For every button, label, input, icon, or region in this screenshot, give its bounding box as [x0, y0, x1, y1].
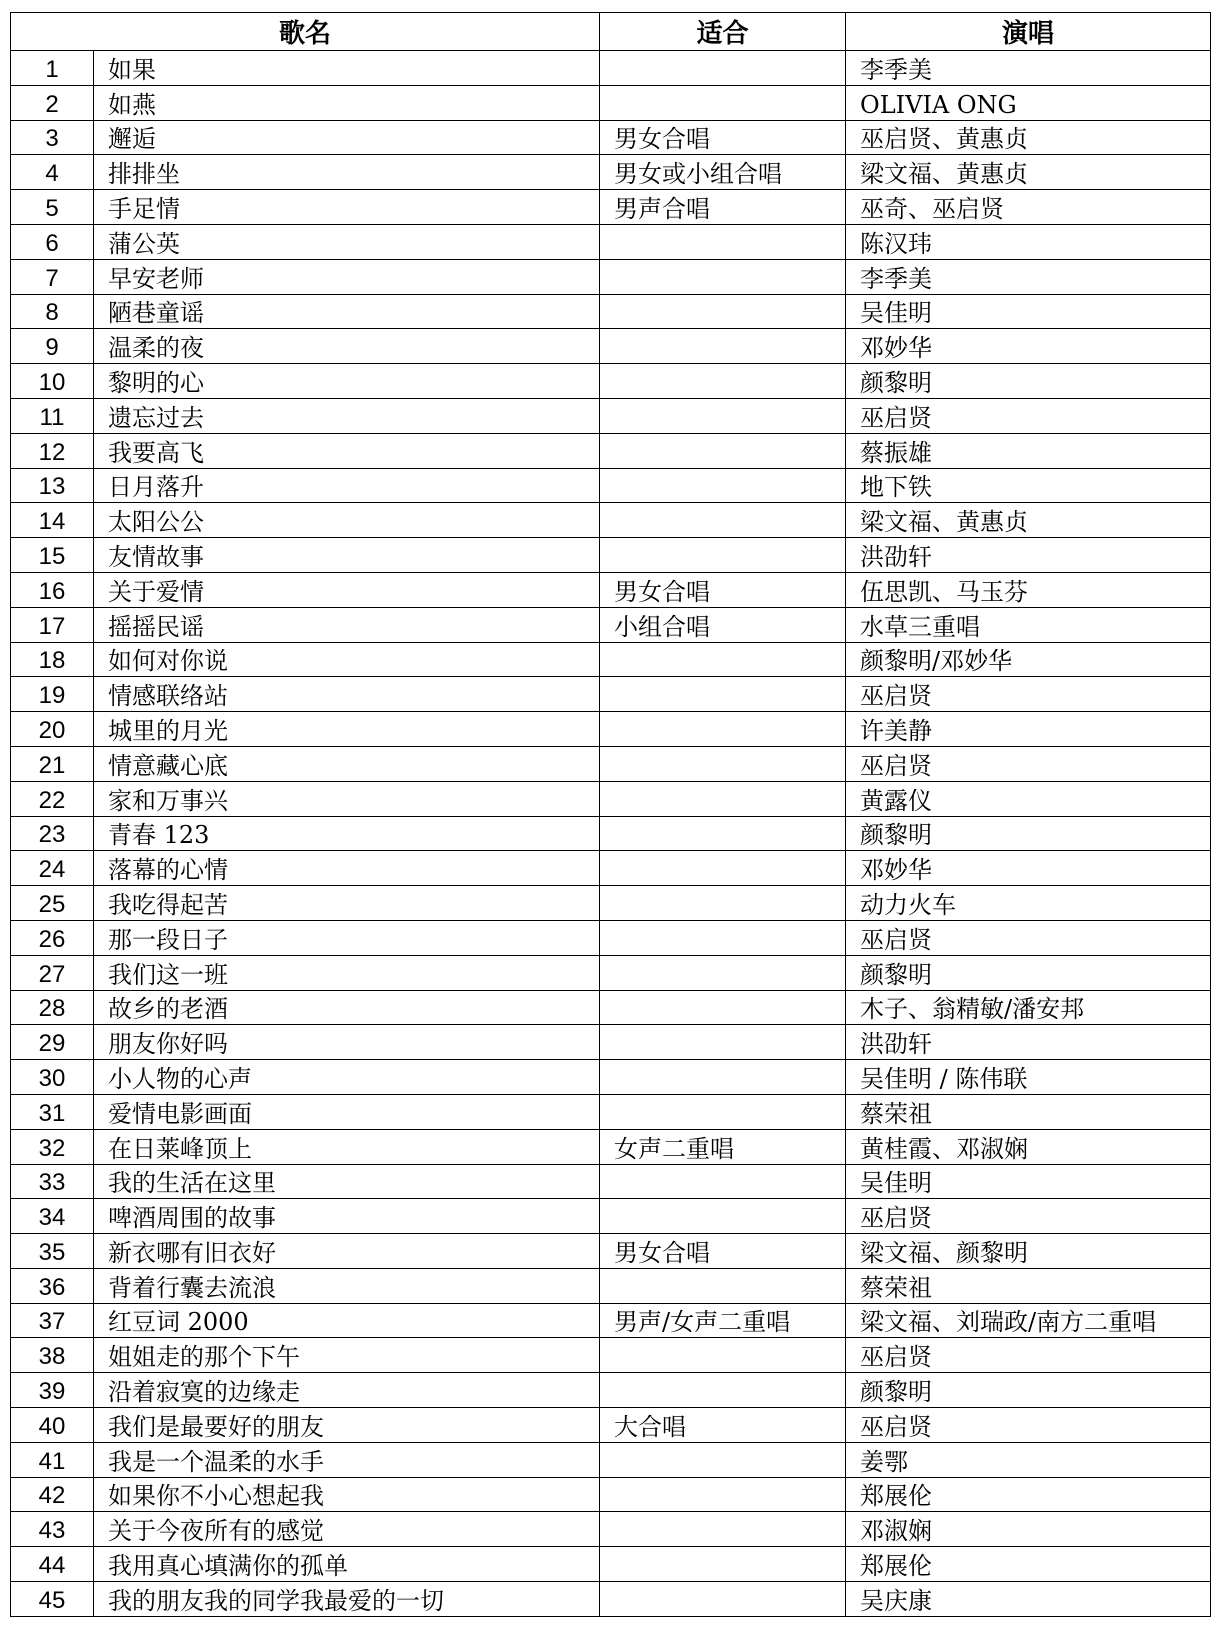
singer-cell: 李季美 [846, 259, 1211, 294]
song-table [10, 12, 1211, 1617]
row-number-cell: 37 [11, 1303, 94, 1338]
song-title-cell: 排排坐 [94, 155, 600, 190]
singer-cell: 吴佳明 / 陈伟联 [846, 1060, 1211, 1095]
suitable-cell [600, 642, 846, 677]
row-number-cell: 26 [11, 920, 94, 955]
singer-cell: 巫启贤 [846, 1408, 1211, 1443]
song-title-cell: 陋巷童谣 [94, 294, 600, 329]
song-title-cell: 情感联络站 [94, 677, 600, 712]
suitable-cell [600, 294, 846, 329]
song-title-cell: 情意藏心底 [94, 746, 600, 781]
row-number-cell: 45 [11, 1582, 94, 1617]
header-title-cell: 歌名 [11, 13, 600, 51]
row-number-cell: 13 [11, 468, 94, 503]
table-row [11, 155, 1211, 190]
suitable-cell [600, 1268, 846, 1303]
singer-cell: 吴庆康 [846, 1582, 1211, 1617]
suitable-cell [600, 781, 846, 816]
header-suitable-cell: 适合 [600, 13, 846, 51]
table-row [11, 259, 1211, 294]
table-row [11, 1025, 1211, 1060]
song-title-cell: 邂逅 [94, 120, 600, 155]
suitable-cell [600, 851, 846, 886]
singer-cell: 姜鄂 [846, 1442, 1211, 1477]
singer-cell: 许美静 [846, 712, 1211, 747]
table-row [11, 816, 1211, 851]
suitable-cell: 大合唱 [600, 1408, 846, 1443]
table-row [11, 851, 1211, 886]
suitable-cell [600, 398, 846, 433]
song-title-cell: 小人物的心声 [94, 1060, 600, 1095]
suitable-cell: 小组合唱 [600, 607, 846, 642]
suitable-cell [600, 224, 846, 259]
singer-cell: 颜黎明 [846, 364, 1211, 399]
row-number-cell: 10 [11, 364, 94, 399]
singer-cell: 巫启贤 [846, 398, 1211, 433]
table-row [11, 712, 1211, 747]
singer-cell: 巫启贤 [846, 1338, 1211, 1373]
song-title-cell: 如果你不小心想起我 [94, 1477, 600, 1512]
singer-cell: 颜黎明 [846, 955, 1211, 990]
suitable-cell [600, 1199, 846, 1234]
table-row [11, 329, 1211, 364]
suitable-cell [600, 329, 846, 364]
row-number-cell: 6 [11, 224, 94, 259]
table-row [11, 886, 1211, 921]
singer-cell: 动力火车 [846, 886, 1211, 921]
song-title-cell: 温柔的夜 [94, 329, 600, 364]
table-header [11, 13, 1211, 51]
song-title-cell: 爱情电影画面 [94, 1094, 600, 1129]
singer-cell: 梁文福、颜黎明 [846, 1234, 1211, 1269]
table-row [11, 1373, 1211, 1408]
table-row [11, 642, 1211, 677]
suitable-cell: 男女合唱 [600, 572, 846, 607]
song-title-cell: 我用真心填满你的孤单 [94, 1547, 600, 1582]
row-number-cell: 20 [11, 712, 94, 747]
row-number-cell: 1 [11, 51, 94, 86]
song-title-cell: 家和万事兴 [94, 781, 600, 816]
song-title-cell: 我的朋友我的同学我最爱的一切 [94, 1582, 600, 1617]
table-row [11, 1129, 1211, 1164]
row-number-cell: 14 [11, 503, 94, 538]
table-row [11, 1408, 1211, 1443]
row-number-cell: 44 [11, 1547, 94, 1582]
song-title-cell: 如何对你说 [94, 642, 600, 677]
singer-cell: OLIVIA ONG [846, 85, 1211, 120]
row-number-cell: 25 [11, 886, 94, 921]
row-number-cell: 12 [11, 433, 94, 468]
song-title-cell: 早安老师 [94, 259, 600, 294]
row-number-cell: 2 [11, 85, 94, 120]
table-row [11, 572, 1211, 607]
singer-cell: 邓淑娴 [846, 1512, 1211, 1547]
row-number-cell: 29 [11, 1025, 94, 1060]
song-title-cell: 太阳公公 [94, 503, 600, 538]
suitable-cell [600, 503, 846, 538]
singer-cell: 邓妙华 [846, 329, 1211, 364]
row-number-cell: 16 [11, 572, 94, 607]
suitable-cell [600, 51, 846, 86]
song-title-cell: 我们这一班 [94, 955, 600, 990]
table-row [11, 294, 1211, 329]
table-row [11, 677, 1211, 712]
suitable-cell: 男声合唱 [600, 190, 846, 225]
song-title-cell: 我吃得起苦 [94, 886, 600, 921]
suitable-cell [600, 538, 846, 573]
row-number-cell: 30 [11, 1060, 94, 1095]
song-title-cell: 我要高飞 [94, 433, 600, 468]
table-row [11, 1060, 1211, 1095]
song-title-cell: 手足情 [94, 190, 600, 225]
header-singer-cell: 演唱 [846, 13, 1211, 51]
song-title-cell: 我是一个温柔的水手 [94, 1442, 600, 1477]
singer-cell: 巫奇、巫启贤 [846, 190, 1211, 225]
singer-cell: 吴佳明 [846, 1164, 1211, 1199]
row-number-cell: 33 [11, 1164, 94, 1199]
suitable-cell: 男女合唱 [600, 120, 846, 155]
singer-cell: 郑展伦 [846, 1547, 1211, 1582]
table-row [11, 1234, 1211, 1269]
table-row [11, 364, 1211, 399]
suitable-cell [600, 1060, 846, 1095]
suitable-cell [600, 1373, 846, 1408]
row-number-cell: 15 [11, 538, 94, 573]
row-number-cell: 9 [11, 329, 94, 364]
row-number-cell: 38 [11, 1338, 94, 1373]
song-title-cell: 新衣哪有旧衣好 [94, 1234, 600, 1269]
singer-cell: 梁文福、刘瑞政/南方二重唱 [846, 1303, 1211, 1338]
suitable-cell [600, 85, 846, 120]
row-number-cell: 18 [11, 642, 94, 677]
singer-cell: 黄露仪 [846, 781, 1211, 816]
song-title-cell: 落幕的心情 [94, 851, 600, 886]
singer-cell: 黄桂霞、邓淑娴 [846, 1129, 1211, 1164]
song-title-cell: 那一段日子 [94, 920, 600, 955]
row-number-cell: 35 [11, 1234, 94, 1269]
row-number-cell: 42 [11, 1477, 94, 1512]
singer-cell: 梁文福、黄惠贞 [846, 503, 1211, 538]
suitable-cell [600, 746, 846, 781]
song-title-cell: 关于今夜所有的感觉 [94, 1512, 600, 1547]
row-number-cell: 43 [11, 1512, 94, 1547]
suitable-cell [600, 990, 846, 1025]
table-row [11, 607, 1211, 642]
table-row [11, 433, 1211, 468]
singer-cell: 水草三重唱 [846, 607, 1211, 642]
table-row [11, 1512, 1211, 1547]
row-number-cell: 31 [11, 1094, 94, 1129]
song-title-cell: 红豆词 2000 [94, 1303, 600, 1338]
song-title-cell: 城里的月光 [94, 712, 600, 747]
table-row [11, 468, 1211, 503]
singer-cell: 蔡振雄 [846, 433, 1211, 468]
song-title-cell: 摇摇民谣 [94, 607, 600, 642]
row-number-cell: 24 [11, 851, 94, 886]
table-row [11, 120, 1211, 155]
song-title-cell: 背着行囊去流浪 [94, 1268, 600, 1303]
singer-cell: 颜黎明 [846, 1373, 1211, 1408]
suitable-cell [600, 1582, 846, 1617]
singer-cell: 郑展伦 [846, 1477, 1211, 1512]
row-number-cell: 36 [11, 1268, 94, 1303]
song-title-cell: 青春 123 [94, 816, 600, 851]
song-title-cell: 我的生活在这里 [94, 1164, 600, 1199]
singer-cell: 李季美 [846, 51, 1211, 86]
row-number-cell: 22 [11, 781, 94, 816]
suitable-cell [600, 1547, 846, 1582]
table-row [11, 398, 1211, 433]
song-title-cell: 啤酒周围的故事 [94, 1199, 600, 1234]
song-title-cell: 如果 [94, 51, 600, 86]
row-number-cell: 40 [11, 1408, 94, 1443]
singer-cell: 陈汉玮 [846, 224, 1211, 259]
table-row [11, 1199, 1211, 1234]
suitable-cell [600, 1477, 846, 1512]
singer-cell: 邓妙华 [846, 851, 1211, 886]
row-number-cell: 32 [11, 1129, 94, 1164]
song-title-cell: 关于爱情 [94, 572, 600, 607]
suitable-cell [600, 1164, 846, 1199]
singer-cell: 颜黎明 [846, 816, 1211, 851]
suitable-cell: 女声二重唱 [600, 1129, 846, 1164]
suitable-cell [600, 677, 846, 712]
song-title-cell: 友情故事 [94, 538, 600, 573]
singer-cell: 颜黎明/邓妙华 [846, 642, 1211, 677]
row-number-cell: 34 [11, 1199, 94, 1234]
row-number-cell: 27 [11, 955, 94, 990]
song-title-cell: 沿着寂寞的边缘走 [94, 1373, 600, 1408]
singer-cell: 蔡荣祖 [846, 1268, 1211, 1303]
table-row [11, 781, 1211, 816]
table-row [11, 1442, 1211, 1477]
table-row [11, 503, 1211, 538]
singer-cell: 伍思凯、马玉芬 [846, 572, 1211, 607]
table-row [11, 955, 1211, 990]
suitable-cell: 男声/女声二重唱 [600, 1303, 846, 1338]
singer-cell: 巫启贤 [846, 1199, 1211, 1234]
table-row [11, 1338, 1211, 1373]
table-row [11, 1303, 1211, 1338]
row-number-cell: 21 [11, 746, 94, 781]
row-number-cell: 28 [11, 990, 94, 1025]
song-title-cell: 遗忘过去 [94, 398, 600, 433]
suitable-cell [600, 259, 846, 294]
row-number-cell: 3 [11, 120, 94, 155]
song-title-cell: 蒲公英 [94, 224, 600, 259]
row-number-cell: 41 [11, 1442, 94, 1477]
table-row [11, 1268, 1211, 1303]
singer-cell: 巫启贤、黄惠贞 [846, 120, 1211, 155]
suitable-cell [600, 886, 846, 921]
song-title-cell: 黎明的心 [94, 364, 600, 399]
suitable-cell [600, 1338, 846, 1373]
singer-cell: 洪劭轩 [846, 538, 1211, 573]
table-row [11, 990, 1211, 1025]
song-title-cell: 朋友你好吗 [94, 1025, 600, 1060]
table-row [11, 746, 1211, 781]
singer-cell: 吴佳明 [846, 294, 1211, 329]
suitable-cell [600, 712, 846, 747]
suitable-cell [600, 364, 846, 399]
singer-cell: 洪劭轩 [846, 1025, 1211, 1060]
song-title-cell: 姐姐走的那个下午 [94, 1338, 600, 1373]
table-row [11, 920, 1211, 955]
singer-cell: 蔡荣祖 [846, 1094, 1211, 1129]
table-row [11, 224, 1211, 259]
suitable-cell: 男女或小组合唱 [600, 155, 846, 190]
row-number-cell: 5 [11, 190, 94, 225]
header-row [11, 13, 1211, 51]
table-row [11, 85, 1211, 120]
row-number-cell: 39 [11, 1373, 94, 1408]
row-number-cell: 4 [11, 155, 94, 190]
table-row [11, 1582, 1211, 1617]
table-row [11, 1164, 1211, 1199]
song-title-cell: 我们是最要好的朋友 [94, 1408, 600, 1443]
row-number-cell: 7 [11, 259, 94, 294]
song-title-cell: 如燕 [94, 85, 600, 120]
table-row [11, 1547, 1211, 1582]
suitable-cell [600, 955, 846, 990]
song-title-cell: 日月落升 [94, 468, 600, 503]
row-number-cell: 19 [11, 677, 94, 712]
singer-cell: 地下铁 [846, 468, 1211, 503]
singer-cell: 木子、翁精敏/潘安邦 [846, 990, 1211, 1025]
table-row [11, 51, 1211, 86]
song-title-cell: 在日莱峰顶上 [94, 1129, 600, 1164]
suitable-cell [600, 1025, 846, 1060]
suitable-cell [600, 468, 846, 503]
singer-cell: 巫启贤 [846, 746, 1211, 781]
singer-cell: 巫启贤 [846, 677, 1211, 712]
singer-cell: 巫启贤 [846, 920, 1211, 955]
song-title-cell: 故乡的老酒 [94, 990, 600, 1025]
suitable-cell [600, 1094, 846, 1129]
row-number-cell: 11 [11, 398, 94, 433]
row-number-cell: 8 [11, 294, 94, 329]
suitable-cell [600, 920, 846, 955]
suitable-cell [600, 816, 846, 851]
table-row [11, 538, 1211, 573]
suitable-cell [600, 1442, 846, 1477]
table-row [11, 1094, 1211, 1129]
row-number-cell: 23 [11, 816, 94, 851]
singer-cell: 梁文福、黄惠贞 [846, 155, 1211, 190]
suitable-cell [600, 433, 846, 468]
row-number-cell: 17 [11, 607, 94, 642]
table-row [11, 190, 1211, 225]
suitable-cell [600, 1512, 846, 1547]
table-body [11, 51, 1211, 1617]
table-row [11, 1477, 1211, 1512]
suitable-cell: 男女合唱 [600, 1234, 846, 1269]
